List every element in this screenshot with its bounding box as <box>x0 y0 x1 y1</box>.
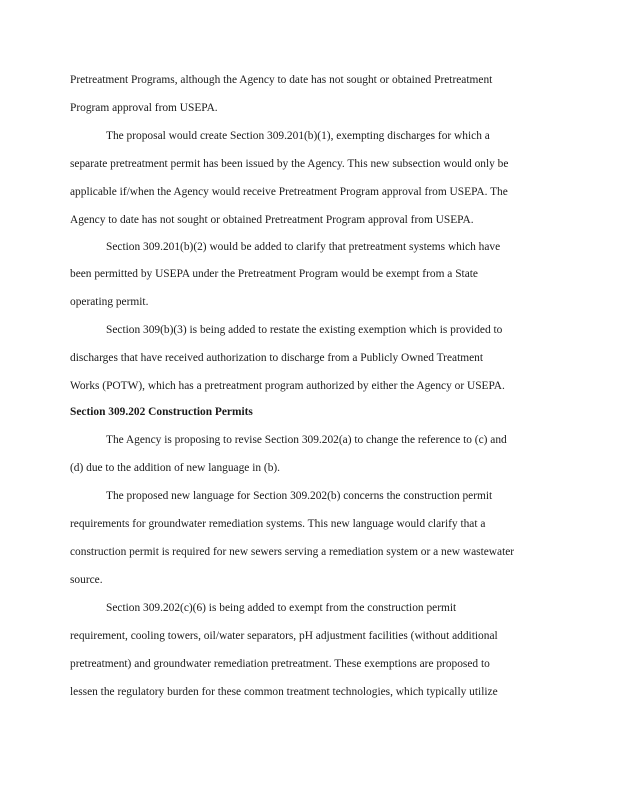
paragraph-line: Works (POTW), which has a pretreatment program authorized by either the Agency or USEPA. <box>70 380 505 392</box>
paragraph-line: Section 309(b)(3) is being added to restate the existing exemption which is provided to <box>106 324 503 336</box>
paragraph-line: Section 309.202(c)(6) is being added to exempt from the construction permit <box>106 602 457 614</box>
paragraph-line: requirements for groundwater remediation systems. This new language would clarify that a <box>70 518 486 530</box>
paragraph-line: lessen the regulatory burden for these common treatment technologies, which typically utilize <box>70 686 498 698</box>
paragraph-line: operating permit. <box>70 296 149 308</box>
paragraph-line: discharges that have received authorization to discharge from a Publicly Owned Treatment <box>70 352 484 364</box>
paragraph-line: The proposal would create Section 309.201(b)(1), exempting discharges for which a <box>106 130 490 142</box>
paragraph-line: construction permit is required for new sewers serving a remediation system or a new wastewater <box>70 546 515 558</box>
paragraph-line: applicable if/when the Agency would receive Pretreatment Program approval from USEPA. The <box>70 186 508 198</box>
paragraph-line: The Agency is proposing to revise Section 309.202(a) to change the reference to (c) and <box>106 434 507 446</box>
paragraph-line: separate pretreatment permit has been issued by the Agency. This new subsection would only be <box>70 158 509 170</box>
paragraph-line: Agency to date has not sought or obtained Pretreatment Program approval from USEPA. <box>70 214 474 226</box>
paragraph-line: source. <box>70 574 103 586</box>
paragraph-line: Section 309.201(b)(2) would be added to clarify that pretreatment systems which have <box>106 241 501 253</box>
paragraph-line: The proposed new language for Section 309.202(b) concerns the construction permit <box>106 490 493 502</box>
paragraph-line: (d) due to the addition of new language in (b). <box>70 462 281 474</box>
paragraph-line: been permitted by USEPA under the Pretreatment Program would be exempt from a State <box>70 268 478 280</box>
paragraph-line: Program approval from USEPA. <box>70 102 218 114</box>
paragraph-line: pretreatment) and groundwater remediation pretreatment. These exemptions are proposed to <box>70 658 490 670</box>
section-heading: Section 309.202 Construction Permits <box>70 406 253 418</box>
paragraph-line: Pretreatment Programs, although the Agency to date has not sought or obtained Pretreatment <box>70 74 493 86</box>
paragraph-line: requirement, cooling towers, oil/water separators, pH adjustment facilities (without additional <box>70 630 498 642</box>
